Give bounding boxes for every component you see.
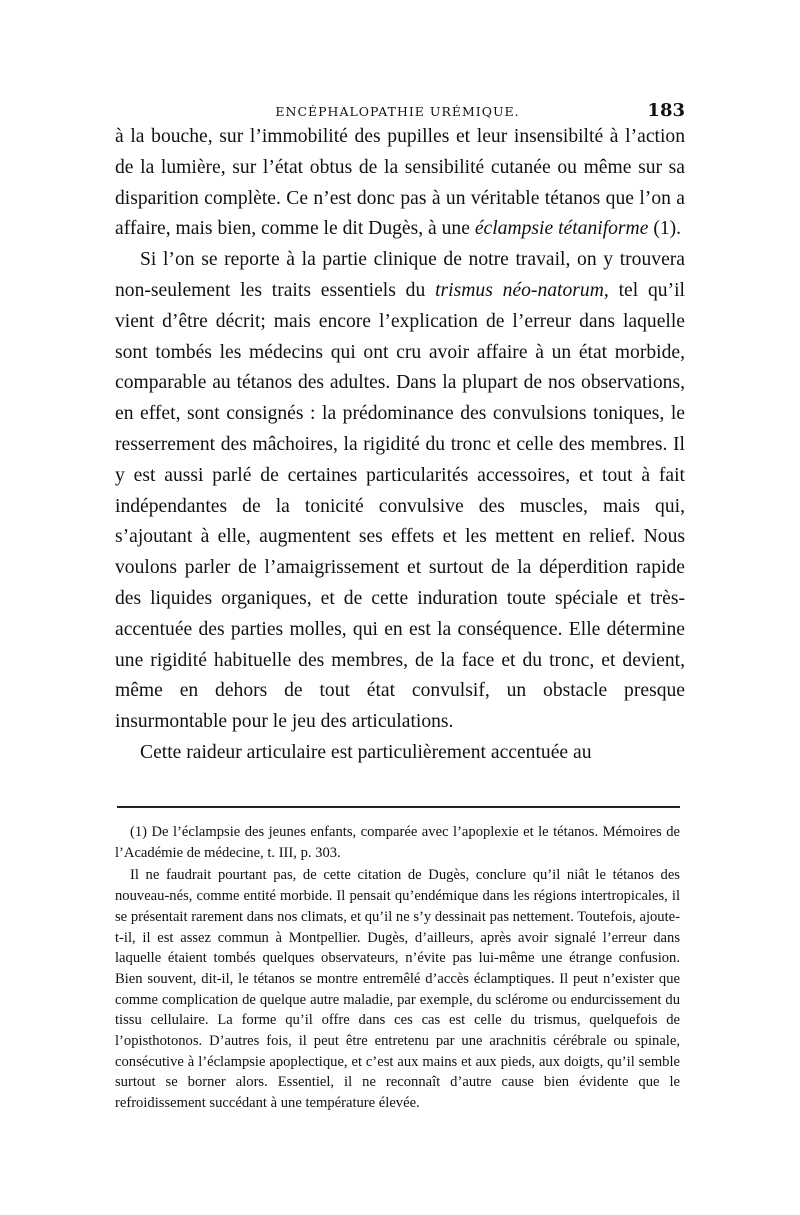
footnote-1: (1) De l’éclampsie des jeunes enfants, comparée avec l’apoplexie et le tétanos. Mémoires de l’Académie de médecine, t. III, p. 303. xyxy=(115,824,680,861)
paragraph-1-footnote-ref: (1). xyxy=(648,218,682,240)
footnotes xyxy=(115,822,680,1116)
paragraph-2 xyxy=(115,245,685,738)
body-text xyxy=(115,122,685,769)
paragraph-1-emphasis: éclampsie tétaniforme xyxy=(474,218,649,240)
paragraph-2-text-start: Si l’on se reporte à la partie clinique de notre travail, on y trouvera non-seulement les traits essentiels du xyxy=(115,249,685,301)
paragraph-2-emphasis: trismus néo-natorum, xyxy=(435,279,609,301)
paragraph-1 xyxy=(115,122,685,245)
paragraph-3: Cette raideur articulaire est particulièrement accentuée au xyxy=(140,741,592,763)
footnote-2: Il ne faudrait pourtant pas, de cette citation de Dugès, conclure qu’il niât le tétanos des nouveau-nés, comme entité morbide. Il pensait qu’endémique dans les régions intertropicales, il se présentait rarement dans nos climats, et qu’il ne s’y dessinait pas nettement. Toutefois, ajoute-t-il, il est assez commun à Montpellier. Dugès, d’ailleurs, après avoir signalé l’erreur dans laquelle étaient tombés quelques observateurs, n’évite pas lui-même une étrange confusion. Bien souvent, dit-il, le tétanos se montre entremêlé d’accès éclamptiques. Il peut n’exister que comme complication de quelque autre maladie, par exemple, du sclérome ou endurcissement du tissu cellulaire. La forme qu’il offre dans ces cas est celle du trismus, quelquefois de l’opisthotonos. D’autres fois, il peut être entretenu par une arachnitis cérébrale ou spinale, consécutive à l’éclampsie apoplectique, et c’est aux mains et aux pieds, aux doigts, qu’il semble surtout se borner alors. Essentiel, il ne reconnaît d’autre cause bien évidente que le refroidissement succédant à une température élevée. xyxy=(115,867,680,1112)
running-title: ENCÉPHALOPATHIE URÉMIQUE. xyxy=(275,104,520,119)
running-head xyxy=(110,100,685,124)
paragraph-2-text-end: tel qu’il vient d’être décrit; mais encore l’explication de l’erreur dans laquelle sont tombés les médecins qui ont cru avoir affaire à un état morbide, comparable au tétanos des adultes. Dans la plupart de nos observations, en effet, sont consignés : la prédominance des convulsions toniques, le resserrement des mâchoires, la rigidité du tronc et celle des membres. Il y est aussi parlé de certaines particularités accessoires, et tout à fait indépendantes de la tonicité convulsive des muscles, mais qui, s’ajoutant à elle, augmentent ses effets et les mettent en relief. Nous voulons parler de l’amaigrissement et surtout de la déperdition rapide des liquides organiques, et de cette induration toute spéciale et très-accentuée des parties molles, qui en est la conséquence. Elle détermine une rigidité habituelle des membres, de la face et du tronc, et devient, même en dehors de tout état convulsif, un obstacle presque insurmontable pour le jeu des articulations. xyxy=(115,279,686,733)
page-number: 183 xyxy=(647,100,685,121)
footnote-rule xyxy=(117,806,680,808)
paragraph-1-text: à la bouche, sur l’immobilité des pupilles et leur insensibilté à l’action de la lumière, sur l’état obtus de la sensibilité cutanée ou même sur sa disparition complète. Ce n’est donc pas à un véritable tétanos que l’on a affaire, mais bien, comme le dit Dugès, à une xyxy=(115,126,685,240)
